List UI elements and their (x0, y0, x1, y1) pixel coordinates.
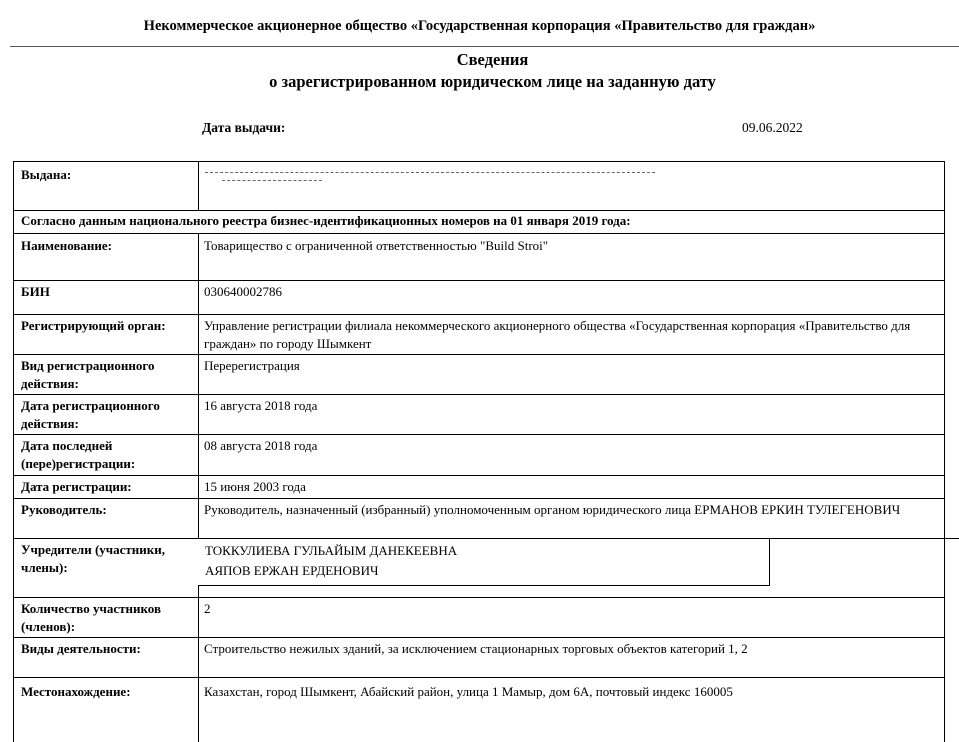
reg-date-label: Дата регистрации: (21, 479, 132, 494)
organization-header: Некоммерческое акционерное общество «Государственная корпорация «Правительство для граждан» (143, 18, 816, 34)
row-divider (13, 475, 944, 476)
action-date-value: 16 августа 2018 года (204, 398, 318, 413)
document-title: Сведения (456, 50, 529, 69)
authority-value: Управление регистрации филиала некоммерческого акционерного общества «Государственная корпорация «Правительство для граждан» по городу Шымкент (204, 318, 911, 351)
column-divider (198, 233, 199, 742)
row-divider (13, 394, 944, 395)
document-subtitle: о зарегистрированном юридическом лице на заданную дату (269, 72, 716, 91)
issue-date-value: 09.06.2022 (742, 120, 803, 135)
location-value: Казахстан, город Шымкент, Абайский район, улица 1 Мамыр, дом 6А, почтовый индекс 160005 (204, 684, 733, 699)
table-border-left (13, 161, 14, 742)
founders-box-extension (770, 538, 959, 539)
action-date-label: Дата регистрационного действия: (21, 398, 160, 431)
issue-date-label: Дата выдачи: (202, 120, 286, 135)
founders-label: Учредители (участники, члены): (21, 542, 165, 575)
bin-value: 030640002786 (204, 284, 282, 299)
row-divider (13, 637, 944, 638)
row-divider (13, 210, 944, 211)
founder-1: ТОККУЛИЕВА ГУЛЬАЙЫМ ДАНЕКЕЕВНА (205, 543, 458, 558)
head-value: Руководитель, назначенный (избранный) уполномоченным органом юридического лица ЕРМАНОВ ЕРКИН ТУЛЕГЕНОВИЧ (204, 502, 901, 517)
location-label: Местонахождение: (21, 684, 131, 699)
action-type-label: Вид регистрационного действия: (21, 358, 155, 391)
row-divider (13, 354, 944, 355)
reg-date-value: 15 июня 2003 года (204, 479, 306, 494)
row-divider (13, 280, 944, 281)
action-type-value: Перерегистрация (204, 358, 300, 373)
head-label: Руководитель: (21, 502, 107, 517)
row-divider (13, 233, 944, 234)
table-border-top (13, 161, 944, 162)
activities-value: Строительство нежилых зданий, за исключением стационарных торговых объектов категорий 1, 2 (204, 641, 748, 656)
column-divider (198, 161, 199, 210)
redacted-text (205, 172, 655, 173)
row-divider (13, 314, 944, 315)
founder-2: АЯПОВ ЕРЖАН ЕРДЕНОВИЧ (205, 563, 379, 578)
members-count-value: 2 (204, 601, 211, 616)
authority-label: Регистрирующий орган: (21, 318, 166, 333)
name-label: Наименование: (21, 238, 112, 253)
name-value: Товарищество с ограниченной ответственностью "Build Stroi" (204, 238, 549, 253)
last-rereg-value: 08 августа 2018 года (204, 438, 318, 453)
activities-label: Виды деятельности: (21, 641, 141, 656)
bin-label: БИН (21, 284, 50, 299)
issued-to-label: Выдана: (21, 167, 72, 182)
row-divider (13, 677, 944, 678)
row-divider (13, 434, 944, 435)
redacted-text (222, 180, 322, 181)
members-count-label: Количество участников (членов): (21, 601, 161, 634)
table-border-right (944, 161, 945, 742)
row-divider (13, 498, 944, 499)
last-rereg-label: Дата последней (пере)регистрации: (21, 438, 136, 471)
registry-note: Согласно данным национального реестра бизнес-идентификационных номеров на 01 января 2019 года: (21, 213, 631, 228)
row-divider (13, 597, 944, 598)
